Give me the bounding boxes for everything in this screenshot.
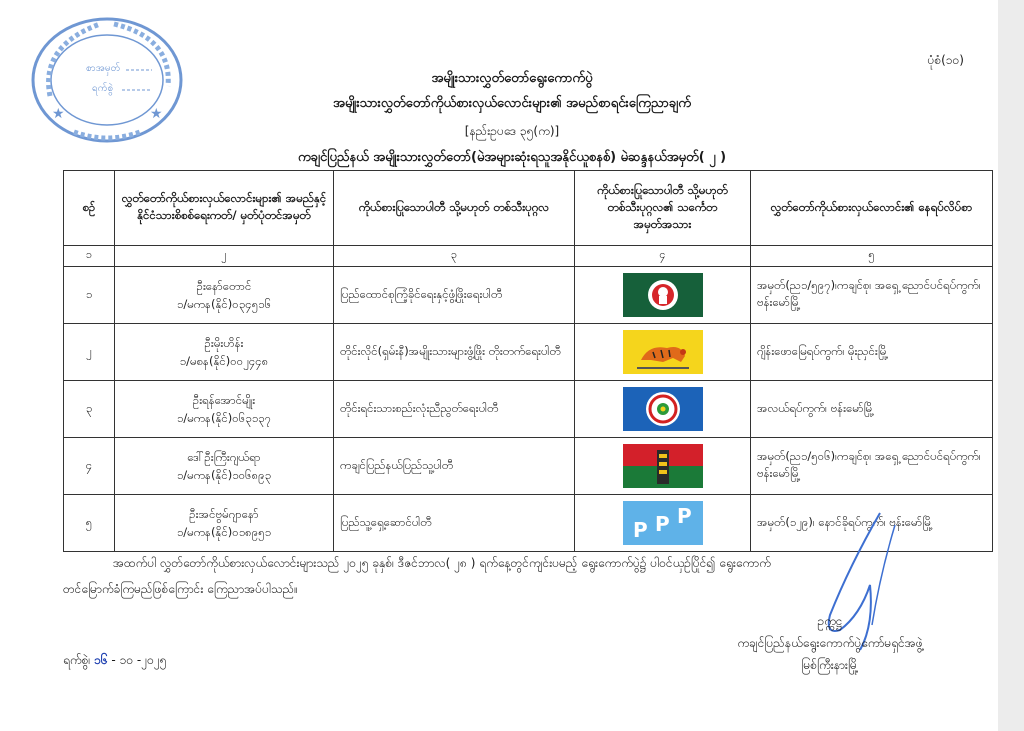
signature-block [700,610,960,676]
candidate-nrc: ၁/မကန(နိုင်)၁၀၆၈၉၃ [176,468,272,482]
header-party: ကိုယ်စားပြုသောပါတီ သို့မဟုတ် တစ်သီးပုဂ္ဂလ [334,171,575,246]
candidate-nrc: ၁/မကန(နိုင်)၀၆၃၁၃၇ [176,411,272,425]
party-symbol-cell [575,267,751,324]
candidate-nrc: ၁/မစန(နိုင်)၀၀၂၄၄၈ [179,354,269,368]
constituency-title: ကချင်ပြည်နယ် အမျိုးသားလွှတ်တော်(မဲအများဆုံးရသူအနိုင်ယူစနစ်) မဲဆန္ဒနယ်အမှတ်( ၂ ) [297,150,727,165]
svg-text:စာအမှတ်: စာအမှတ် [86,63,121,74]
rule-reference: [နည်းဥပဒေ ၃၅(က)] [464,124,560,138]
declaration-line-1: အထက်ပါ လွှတ်တော်ကိုယ်စားလှယ်လောင်းများသည် ၂၀၂၅ ခုနှစ်၊ ဒီဇင်ဘာလ( ၂၈ ) ရက်နေ့တွင်ကျင်းပမည့် ရွေးကောက်ပွဲ၌ ပါဝင်ယှဉ်ပြိုင်၍ ရွေးကောက် [113,556,771,570]
document-date [63,652,167,670]
usdp-flag-icon [623,273,703,317]
candidate-cell [115,495,334,552]
row-serial: ၅ [64,495,115,552]
candidate-cell [115,324,334,381]
candidate-name: ဒေါ်ဦးကြီးဂျယ်ရာ [187,450,261,464]
election-title: အမျိုးသားလွှတ်တော်ရွေးကောက်ပွဲ [431,71,593,86]
svg-text:P: P [632,518,648,542]
kspp-flag-icon [623,444,703,488]
candidate-cell [115,267,334,324]
svg-text:ရက်စွဲ: ရက်စွဲ [92,83,114,94]
date-month-year: - ၁၀ -၂၀၂၅ [107,653,167,667]
party-name: ပြည်ထောင်စုကြံ့ခိုင်ရေးနှင့်ဖွံ့ဖြိုးရေးပါတီ [334,267,575,324]
candidate-nrc: ၁/မကန(နိုင်)၀၃၄၅၁၆ [176,297,272,311]
party-name: ပြည်သူ့ရှေ့ဆောင်ပါတီ [334,495,575,552]
candidate-cell [115,438,334,495]
column-index-row [64,246,993,267]
candidate-address: အမှတ်(၁၂၉)၊ နောင်ခိုရပ်ကွက်၊ ဗန်းမော်မြို့ [751,495,993,552]
party-symbol-cell [575,495,751,552]
party-symbol-cell [575,381,751,438]
svg-text:P: P [676,504,692,528]
header-symbol: ကိုယ်စားပြုသောပါတီ သို့မဟုတ် တစ်သီးပုဂ္ဂလ၏ သင်္ကေတအမှတ်အသား [575,171,751,246]
candidate-address: အမှတ်(ည၁/၅၀၆)၊ကချင်စု၊ အရှေ့ ညောင်ပင်ရပ်ကွက်၊ ဗန်းမော်မြို့ [751,438,993,495]
column-index: ၂ [115,246,334,267]
table-row [64,381,993,438]
column-index: ၅ [751,246,993,267]
table-row [64,267,993,324]
date-label: ရက်စွဲ၊ [63,653,91,667]
candidate-name: ဦးအင်ဗွမ်ဂျာနော် [189,507,259,521]
unity-flag-icon [623,387,703,431]
announcement-title: အမျိုးသားလွှတ်တော်ကိုယ်စားလှယ်လောင်းများ၏ အမည်စာရင်းကြေညာချက် [333,96,691,111]
candidate-name: ဦးမိုးဟိန်း [204,336,244,350]
row-serial: ၃ [64,381,115,438]
row-serial: ၄ [64,438,115,495]
header-serial: စဉ် [64,171,115,246]
svg-text:★: ★ [150,106,163,122]
column-index: ၄ [575,246,751,267]
party-name: ကချင်ပြည်နယ်ပြည်သူ့ပါတီ [334,438,575,495]
party-name: တိုင်းရင်းသားစည်းလုံးညီညွတ်ရေးပါတီ [334,381,575,438]
row-serial: ၂ [64,324,115,381]
party-symbol-cell [575,324,751,381]
date-day: ၁၆ [94,653,108,667]
candidate-name: ဦးရန်အောင်မျိုး [192,393,256,407]
table-header-row [64,171,993,246]
candidate-address: အမှတ်(ည၁/၅၉၇)၊ကချင်စု၊ အရှေ့ ညောင်ပင်ရပ်ကွက်၊ ဗန်းမော်မြို့ [751,267,993,324]
column-index: ၁ [64,246,115,267]
signatory-organization: ကချင်ပြည်နယ်ရွေးကောက်ပွဲကော်မရှင်အဖွဲ့ [737,636,923,650]
party-name: တိုင်းလိုင်(ရှမ်းနီ)အမျိုးသားများဖွံ့ဖြိုး တိုးတက်ရေးပါတီ [334,324,575,381]
page-edge-shadow [998,0,1024,731]
candidate-name: ဦးနော်တောင် [196,279,252,293]
table-row [64,438,993,495]
header-address: လွှတ်တော်ကိုယ်စားလှယ်လောင်း၏ နေရပ်လိပ်စာ [751,171,993,246]
table-row [64,324,993,381]
candidate-address: အလယ်ရပ်ကွက်၊ ဗန်းမော်မြို့ [751,381,993,438]
candidate-address: ဂျိန်းဖောမြေရပ်ကွက်၊ မိုးညှင်းမြို့ [751,324,993,381]
signatory-place: မြစ်ကြီးနားမြို့ [801,658,859,672]
svg-text:P: P [654,512,670,536]
column-index: ၃ [334,246,575,267]
row-serial: ၁ [64,267,115,324]
candidate-nrc: ၁/မကန(နိုင်)၀၁၈၉၅၁ [176,525,272,539]
form-number: ပုံစံ(၁၀) [927,53,964,67]
svg-text:★: ★ [52,106,65,122]
candidate-table [63,170,993,552]
tiger-flag-icon [623,330,703,374]
party-symbol-cell [575,438,751,495]
header-name-nrc: လွှတ်တော်ကိုယ်စားလှယ်လောင်းများ၏ အမည်နှင့် နိုင်ငံသားစိစစ်ရေးကတ်/ မှတ်ပုံတင်အမှတ် [115,171,334,246]
signatory-title: ဥက္ကဋ္ဌ [817,614,843,628]
ppp-flag-icon [623,501,703,545]
declaration-line-2: တင်မြောက်ခံကြမည်ဖြစ်ကြောင်း ကြေညာအပ်ပါသည်။ [63,582,298,596]
candidate-cell [115,381,334,438]
